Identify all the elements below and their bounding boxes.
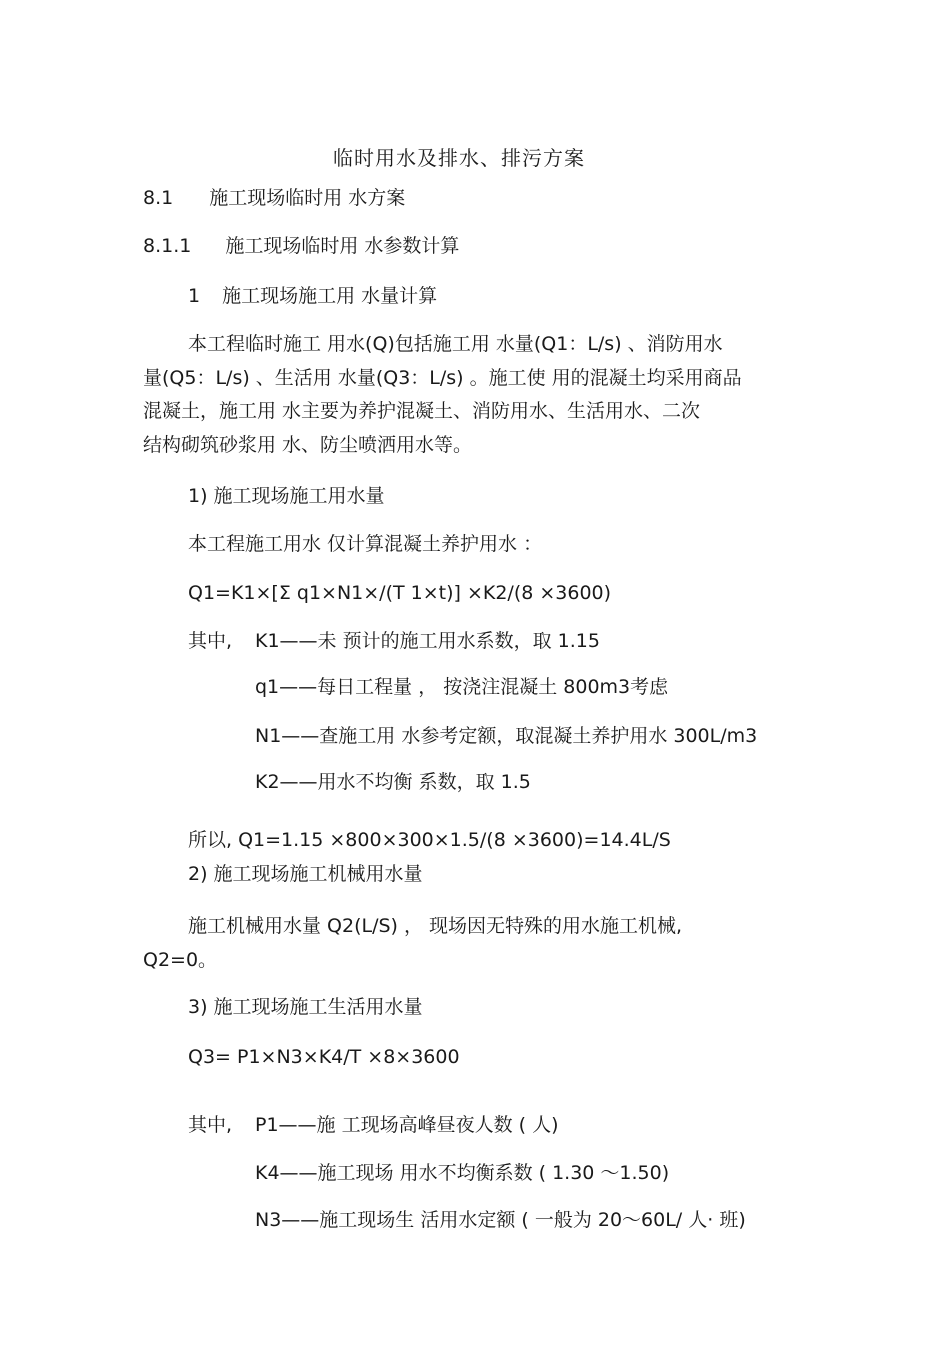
sub1-q1-definition: q1——每日工程量 ， 按浇注混凝土 800m3考虑 — [255, 676, 669, 698]
sub2-heading: 2) 施工现场施工机械用水量 — [188, 863, 423, 885]
sub3-k4-definition: K4——施工现场 用水不均衡系数 ( 1.30 ～1.50) — [255, 1162, 670, 1184]
sub1-result: 所以, Q1=1.15 ×800×300×1.5/(8 ×3600)=14.4L/S — [188, 829, 671, 851]
section-8-1 — [143, 186, 405, 210]
intro-line-3: 混凝土，施工用 水主要为养护混凝土、消防用水、生活用水、二次 — [143, 400, 701, 422]
sub1-n1-definition: N1——查施工用 水参考定额，取混凝土养护用水 300L/m3 — [255, 725, 758, 747]
sub1-where-label: 其中, — [188, 630, 233, 652]
sub1-heading: 1) 施工现场施工用水量 — [188, 485, 385, 507]
sub1-formula: Q1=K1×[Σ q1×N1×/(T 1×t)] ×K2/(8 ×3600) — [188, 582, 612, 604]
intro-line-2: 量(Q5：L/s) 、生活用 水量(Q3：L/s) 。施工使 用的混凝土均采用商品 — [143, 367, 742, 389]
section-heading: 施工现场临时用 水方案 — [209, 187, 406, 209]
sub3-n3-definition: N3——施工现场生 活用水定额 ( 一般为 20～60L/ 人· 班) — [255, 1209, 746, 1231]
item-number: 1 — [188, 285, 201, 307]
section-8-1-1 — [143, 234, 459, 258]
item-heading: 施工现场施工用 水量计算 — [222, 285, 438, 307]
intro-line-1: 本工程临时施工 用水(Q)包括施工用 水量(Q1：L/s) 、消防用水 — [188, 333, 723, 355]
sub3-heading: 3) 施工现场施工生活用水量 — [188, 996, 423, 1018]
sub1-desc: 本工程施工用水 仅计算混凝土养护用水 ： — [188, 533, 543, 555]
section-number: 8.1 — [143, 187, 174, 209]
item-1 — [188, 284, 437, 308]
sub2-desc-line-2: Q2=0。 — [143, 949, 218, 971]
page-title: 临时用水及排水、排污方案 — [333, 146, 585, 170]
sub3-p1-definition: P1——施 工现场高峰昼夜人数 ( 人) — [255, 1114, 559, 1136]
sub1-k2-definition: K2——用水不均衡 系数，取 1.5 — [255, 771, 531, 793]
section-heading: 施工现场临时用 水参数计算 — [225, 235, 460, 257]
sub3-formula: Q3= P1×N3×K4/T ×8×3600 — [188, 1046, 460, 1068]
sub3-where-label: 其中, — [188, 1114, 233, 1136]
intro-line-4: 结构砌筑砂浆用 水、防尘喷洒用水等。 — [143, 434, 473, 456]
sub1-k1-definition: K1——未 预计的施工用水系数，取 1.15 — [255, 630, 600, 652]
sub2-desc-line-1: 施工机械用水量 Q2(L/S) ， 现场因无特殊的用水施工机械, — [188, 915, 683, 937]
section-number: 8.1.1 — [143, 235, 192, 257]
